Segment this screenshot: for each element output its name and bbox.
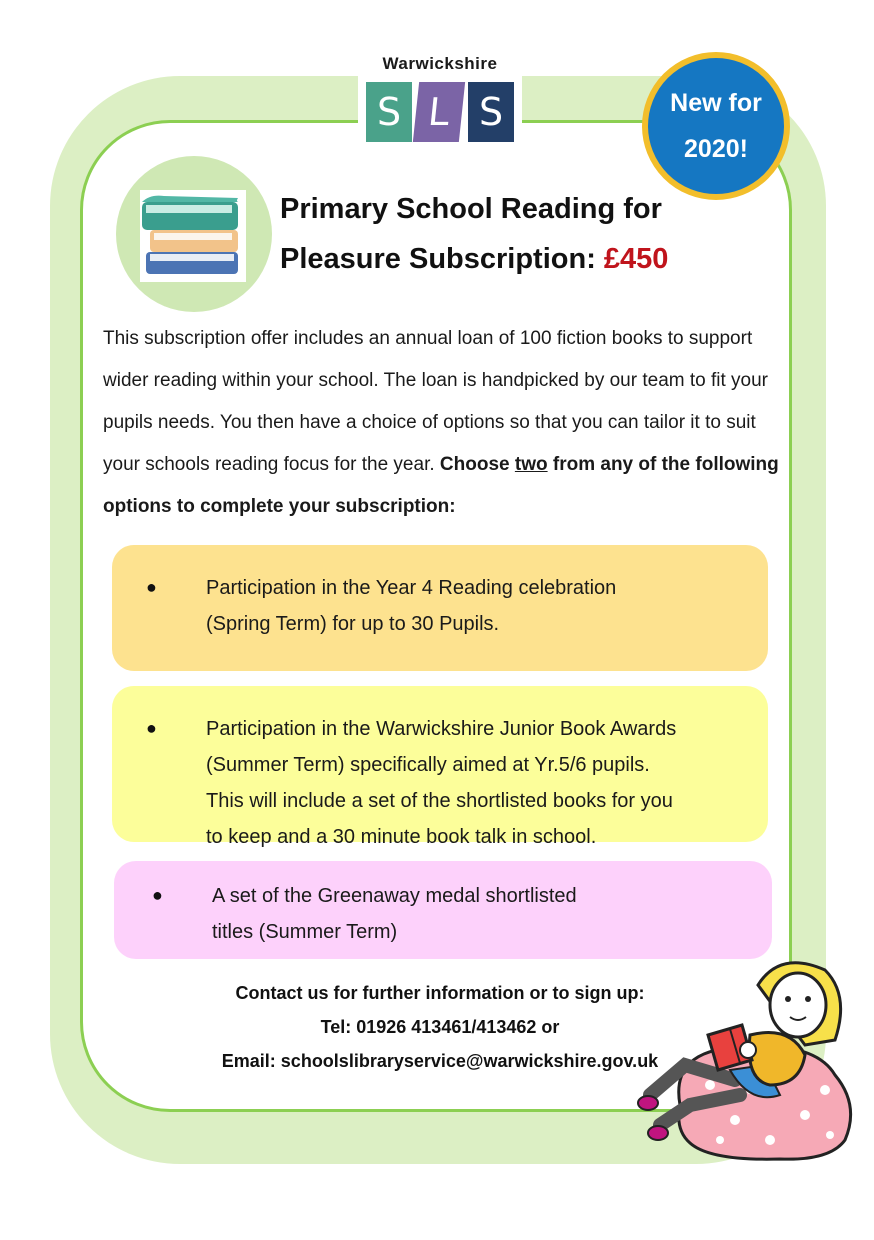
title-subscription-label: Pleasure Subscription: [280,243,604,275]
option-box-2 [112,686,768,848]
contact-phone[interactable]: Tel: 01926 413461/413462 or [320,1017,560,1037]
badge-line-1: New for [670,89,762,117]
logo-tile-l: L [413,82,465,142]
intro-bold-tail: from any of the following options to complete your subscription: [103,454,779,517]
contact-email[interactable]: Email: schoolslibraryservice@warwickshire.gov.uk [221,1051,659,1071]
intro-bold-lead: Choose [439,454,515,475]
title-line-1: Primary School Reading for [280,193,662,225]
title-line-2 [280,234,668,284]
intro-paragraph [103,318,793,528]
option-2-line-1: Participation in the Warwickshire Junior Book Awards [206,718,677,740]
logo-wordmark: Warwickshire [382,54,498,73]
option-1-text [206,570,766,642]
option-1-line-2: (Spring Term) for up to 30 Pupils. [206,613,500,635]
option-2-line-2: (Summer Term) specifically aimed at Yr.5/6 pupils. [206,754,650,776]
badge-line-2: 2020! [684,135,748,163]
option-1-line-1: Participation in the Year 4 Reading celebration [206,577,617,599]
option-3-line-2: titles (Summer Term) [212,921,398,943]
bullet-icon: ● [146,718,157,738]
option-2-line-3: This will include a set of the shortlisted books for you [206,790,673,812]
intro-text: This subscription offer includes an annual loan of 100 fiction books to support wider reading within your school. The loan is handpicked by our team to fit your pupils needs. You then have a choice of options so that you can tailor it to suit your schools reading focus for the year. [103,328,769,475]
option-2-text [206,711,766,855]
reading-girl-illustration-icon [630,955,874,1165]
book-stack-icon [140,190,246,282]
option-box-1 [112,545,768,671]
logo-tile-s-second: S [468,82,514,142]
page-title [280,184,668,284]
contact-line-1: Contact us for further information or to sign up: [235,983,645,1003]
option-3-text [212,878,772,950]
price-label: £450 [603,243,669,275]
option-box-3 [114,861,772,959]
intro-underlined-two: two [514,454,548,475]
new-badge [642,52,790,200]
bullet-icon: ● [146,577,157,597]
option-3-line-1: A set of the Greenaway medal shortlisted [212,885,577,907]
option-2-line-4: to keep and a 30 minute book talk in school. [206,826,597,848]
logo-tile-s: S [366,82,412,142]
bullet-icon: ● [152,885,163,905]
sls-logo [358,48,522,150]
